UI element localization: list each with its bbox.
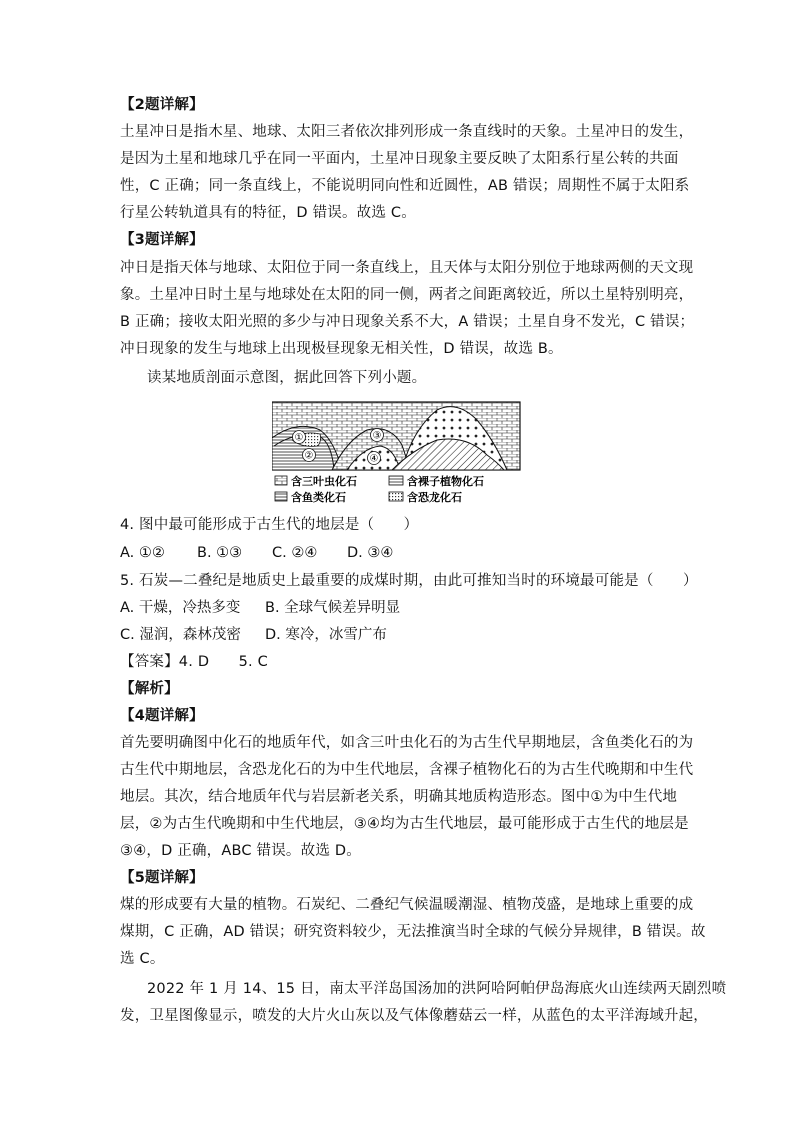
q3-line: 冲日是指天体与地球、太阳位于同一条直线上，且天体与太阳分别位于地球两侧的天文现 xyxy=(120,260,694,276)
legend-swatch-trilobite xyxy=(275,476,287,485)
legend-gymnosperm: 含裸子植物化石 xyxy=(407,475,484,488)
q3-line: 象。土星冲日时土星与地球处在太阳的同一侧，两者之间距离较近，所以土星特别明亮， xyxy=(120,287,694,303)
legend-fish: 含鱼类化石 xyxy=(291,491,346,504)
legend-dinosaur: 含恐龙化石 xyxy=(407,491,462,504)
q5-option-c: C. 湿润，森林茂密 xyxy=(120,627,241,643)
q4-stem: 4. 图中最可能形成于古生代的地层是（ ） xyxy=(120,517,419,533)
q4-option-b: B. ①③ xyxy=(197,545,243,561)
q4-line: 古生代中期地层，含恐龙化石的为中生代地层，含裸子植物化石的为古生代晚期和中生代 xyxy=(120,762,694,778)
legend-swatch-dinosaur xyxy=(389,492,403,501)
q3-line: B 正确；接收太阳光照的多少与冲日现象关系不大，A 错误；土星自身不发光，C 错误； xyxy=(120,314,695,330)
marker-2: ② xyxy=(304,450,314,462)
passage-line: 2022 年 1 月 14、15 日，南太平洋岛国汤加的洪阿哈阿帕伊岛海底火山连续两天剧烈喷 xyxy=(147,981,727,997)
geologic-cross-section-figure xyxy=(272,400,522,506)
q4-line: 首先要明确图中化石的地质年代，如含三叶虫化石的为古生代早期地层，含鱼类化石的为 xyxy=(120,735,694,751)
q4-line: 地层。其次，结合地质年代与岩层新老关系，明确其地质构造形态。图中①为中生代地 xyxy=(120,789,678,805)
analysis-heading: 【解析】 xyxy=(120,681,179,697)
passage-line: 发，卫星图像显示，喷发的大片火山灰以及气体像蘑菇云一样，从蓝色的太平洋海域升起， xyxy=(120,1008,708,1024)
q2-line: 是因为土星和地球几乎在同一平面内，土星冲日现象主要反映了太阳系行星公转的共面 xyxy=(120,151,679,167)
q5-option-a: A. 干燥，冷热多变 xyxy=(120,600,241,616)
q2-line: 性，C 正确；同一条直线上，不能说明同向性和近圆性，AB 错误；周期性不属于太阳系 xyxy=(120,178,690,194)
q5-heading: 【5题详解】 xyxy=(120,870,204,886)
q5-option-b: B. 全球气候差异明显 xyxy=(265,600,401,616)
marker-3: ③ xyxy=(372,430,382,442)
q3-line: 冲日现象的发生与地球上出现极昼现象无相关性，D 错误，故选 B。 xyxy=(120,341,563,357)
q5-line: 煤期，C 正确，AD 错误；研究资料较少，无法推演当时全球的气候分异规律，B 错误。故 xyxy=(120,924,706,940)
q3-heading: 【3题详解】 xyxy=(120,232,204,248)
legend-swatch-fish xyxy=(275,492,287,501)
q4-option-d: D. ③④ xyxy=(347,545,394,561)
q2-heading: 【2题详解】 xyxy=(120,97,204,113)
q4-line: ③④，D 正确，ABC 错误。故选 D。 xyxy=(120,843,361,859)
q5-line: 煤的形成要有大量的植物。石炭纪、二叠纪气候温暖潮湿、植物茂盛，是地球上重要的成 xyxy=(120,897,694,913)
figure-intro: 读某地质剖面示意图，据此回答下列小题。 xyxy=(147,370,427,386)
q4-line: 层，②为古生代晚期和中生代地层，③④均为古生代地层，最可能形成于古生代的地层是 xyxy=(120,816,689,832)
q2-line: 行星公转轨道具有的特征，D 错误。故选 C。 xyxy=(120,205,416,221)
legend-trilobite: 含三叶虫化石 xyxy=(291,475,357,488)
q4-heading: 【4题详解】 xyxy=(120,708,204,724)
q5-stem: 5. 石炭—二叠纪是地质史上最重要的成煤时期，由此可推知当时的环境最可能是（ ） xyxy=(120,573,698,589)
q5-option-d: D. 寒冷，冰雪广布 xyxy=(265,627,387,643)
marker-1: ① xyxy=(294,432,304,444)
marker-4: ④ xyxy=(369,453,379,465)
legend-swatch-gymnosperm xyxy=(389,476,403,485)
q4-option-c: C. ②④ xyxy=(272,545,318,561)
q2-line: 土星冲日是指木星、地球、太阳三者依次排列形成一条直线时的天象。土星冲日的发生， xyxy=(120,124,694,140)
q5-line: 选 C。 xyxy=(120,951,165,967)
q4-option-a: A. ①② xyxy=(120,545,165,561)
answer-line: 【答案】4. D 5. C xyxy=(120,654,268,670)
